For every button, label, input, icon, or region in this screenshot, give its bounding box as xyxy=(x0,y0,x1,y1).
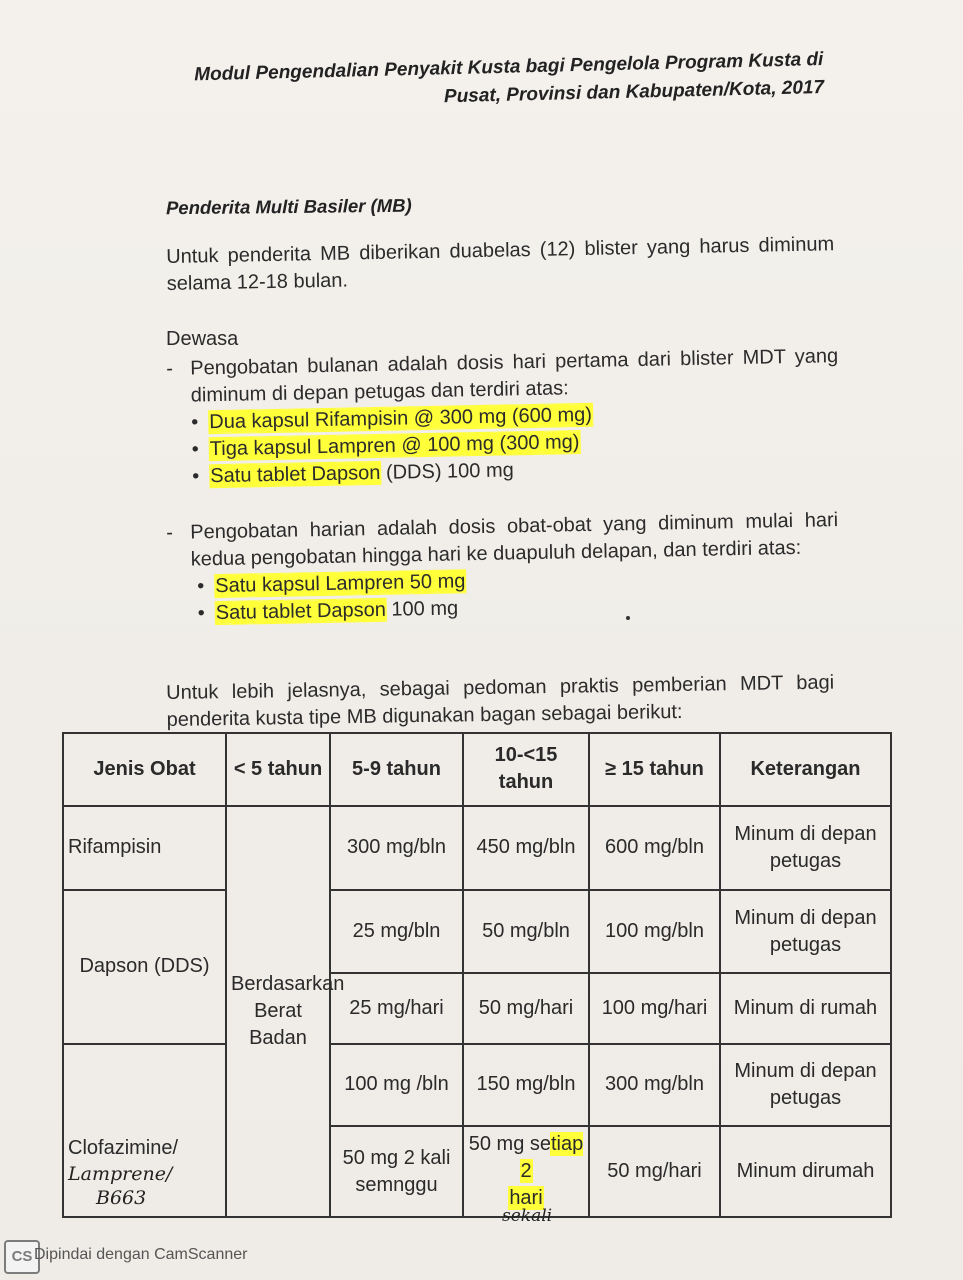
dash-marker: - xyxy=(166,357,174,380)
header-5-9: 5-9 tahun xyxy=(330,733,463,806)
camscanner-logo-icon: CS xyxy=(4,1240,40,1274)
table-cell: Minum di depan petugas xyxy=(720,806,891,891)
highlighted-text: Satu tablet Dapson xyxy=(210,461,381,488)
outro-paragraph: Untuk lebih jelasnya, sebagai pedoman praktis pemberian MDT bagi penderita kusta tipe MB digunakan bagan sebagai berikut: xyxy=(166,671,835,731)
drug-rifampisin: Rifampisin xyxy=(63,806,226,891)
table-cell: Minum di depan petugas xyxy=(720,890,891,973)
header-line-2: Pusat, Provinsi dan Kabupaten/Kota, 2017 xyxy=(443,76,825,108)
table-cell: 25 mg/hari xyxy=(330,973,463,1044)
dash-marker: - xyxy=(166,521,174,544)
module-header xyxy=(103,46,824,120)
item-rest-text: (DDS) 100 mg xyxy=(380,459,514,484)
header-line-1: Modul Pengendalian Penyakit Kusta bagi Pengelola Program Kusta di xyxy=(194,48,824,86)
highlighted-text: hari xyxy=(509,1187,543,1210)
table-cell: Minum di depan petugas xyxy=(720,1044,891,1127)
highlighted-text: Satu kapsul Lampren 50 mg xyxy=(215,570,466,598)
header-15-plus: ≥ 15 tahun xyxy=(589,733,720,806)
daily-treatment-text: Pengobatan harian adalah dosis obat-obat yang diminum mulai hari kedua pengobatan hingga hari ke duapuluh delapan, dan terdiri atas: xyxy=(190,509,839,571)
table-row xyxy=(63,890,891,973)
monthly-items-list xyxy=(167,397,840,491)
table-cell: 450 mg/bln xyxy=(463,806,589,891)
table-cell: Minum dirumah xyxy=(720,1126,891,1217)
header-keterangan: Keterangan xyxy=(720,733,891,806)
table-cell: 600 mg/bln xyxy=(589,806,720,891)
section-title: Penderita Multi Basiler (MB) xyxy=(165,194,412,219)
mdt-dosage-table xyxy=(62,732,892,1218)
highlighted-text: Dua kapsul Rifampisin @ 300 mg (600 mg) xyxy=(209,403,593,434)
table-row xyxy=(63,1044,891,1127)
handwritten-sekali: sekali xyxy=(502,1206,553,1226)
table-cell: 50 mg/hari xyxy=(589,1126,720,1217)
daily-treatment-block xyxy=(166,507,840,628)
header-jenis-obat: Jenis Obat xyxy=(63,733,226,806)
table-cell: 300 mg/bln xyxy=(330,806,463,891)
stray-dot xyxy=(626,616,630,620)
monthly-treatment-text: Pengobatan bulanan adalah dosis hari pertama dari blister MDT yang diminum di depan petugas dan terdiri atas: xyxy=(190,345,839,407)
daily-items-list xyxy=(167,561,840,628)
clofazimine-label: Clofazimine/ xyxy=(68,1137,179,1159)
table-cell: 50 mg/hari xyxy=(463,973,589,1044)
camscanner-watermark: Dipindai dengan CamScanner xyxy=(34,1246,248,1263)
table-cell: 50 mg/bln xyxy=(463,890,589,973)
intro-paragraph: Untuk penderita MB diberikan duabelas (12) blister yang harus diminum selama 12-18 bulan. xyxy=(166,233,835,295)
under5-weight-note: Berdasarkan Berat Badan xyxy=(226,806,330,1217)
table-cell-highlighted xyxy=(463,1126,589,1217)
highlighted-text: tiap 2 xyxy=(520,1133,584,1183)
table-cell: 25 mg/bln xyxy=(330,890,463,973)
table-cell: 150 mg/bln xyxy=(463,1044,589,1127)
table-cell: 100 mg/bln xyxy=(589,890,720,973)
table-cell: 100 mg/hari xyxy=(589,973,720,1044)
item-rest-text: 100 mg xyxy=(385,597,459,621)
table-row xyxy=(63,806,891,891)
table-cell: 300 mg/bln xyxy=(589,1044,720,1127)
handwritten-b663: B663 xyxy=(96,1187,147,1209)
handwritten-lamprene: Lamprene/ xyxy=(68,1163,173,1185)
header-10-15: 10-<15 tahun xyxy=(463,733,589,806)
highlighted-text: Tiga kapsul Lampren @ 100 mg (300 mg) xyxy=(209,431,580,461)
cell-text: 50 mg se xyxy=(468,1133,551,1156)
table-cell: 50 mg 2 kali semnggu xyxy=(330,1126,463,1217)
drug-clofazimine xyxy=(63,1044,226,1217)
monthly-treatment-block xyxy=(166,343,840,491)
dewasa-label: Dewasa xyxy=(166,328,239,350)
table-cell: 100 mg /bln xyxy=(330,1044,463,1127)
table-header-row xyxy=(63,733,891,806)
drug-dapson: Dapson (DDS) xyxy=(63,890,226,1043)
highlighted-text: Satu tablet Dapson xyxy=(215,598,387,625)
table-cell: Minum di rumah xyxy=(720,973,891,1044)
header-under-5: < 5 tahun xyxy=(226,733,330,806)
